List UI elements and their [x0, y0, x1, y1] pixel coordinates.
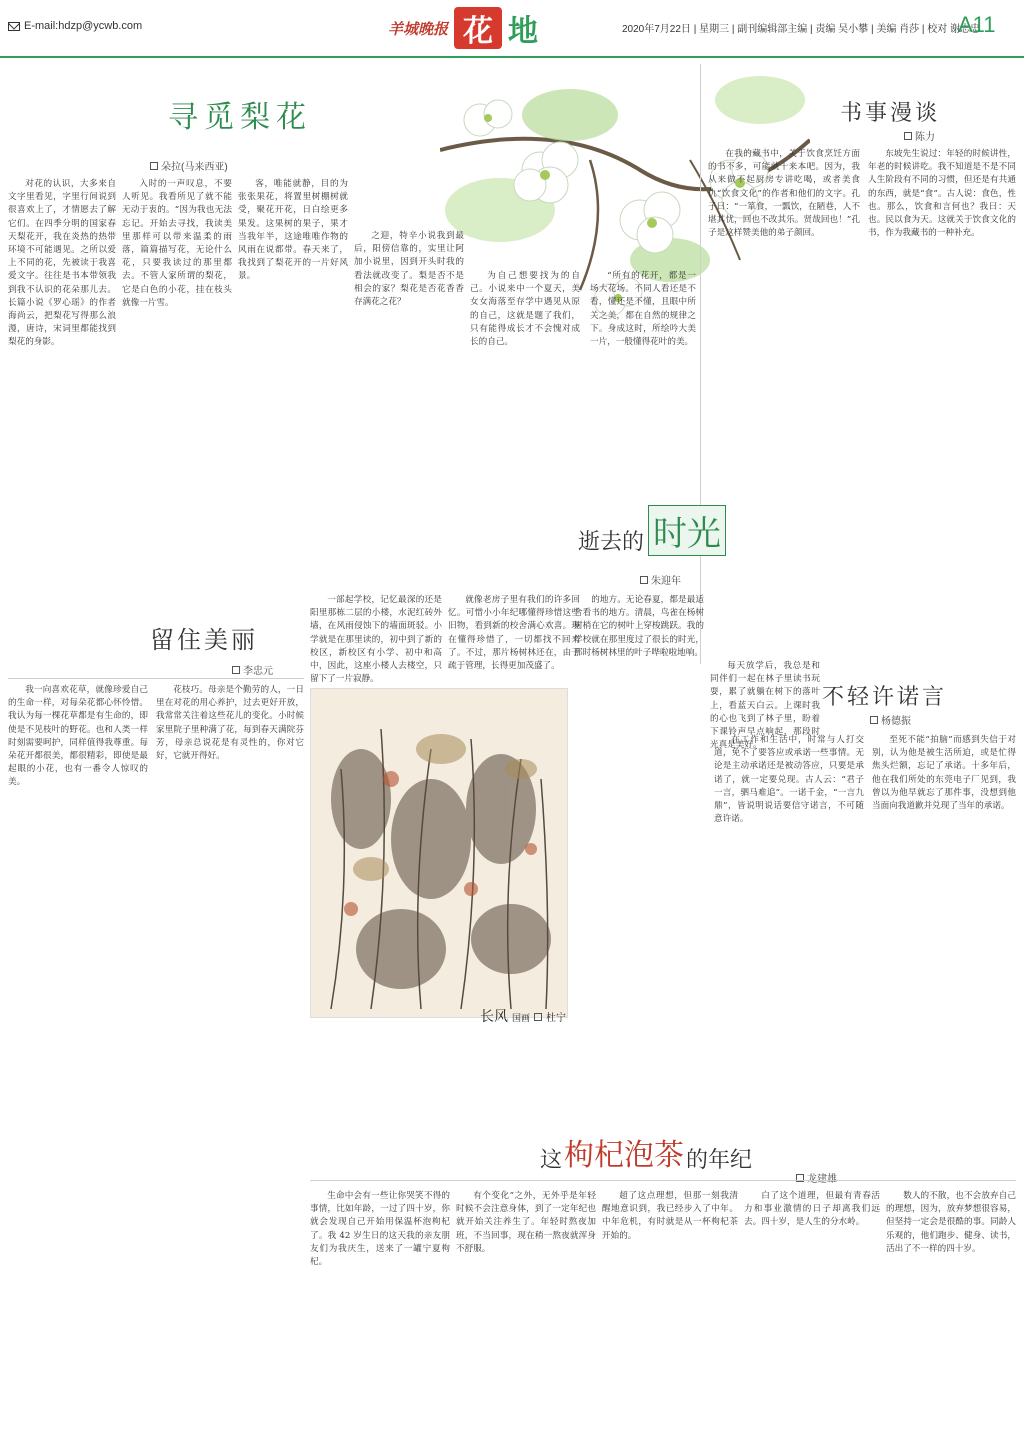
shiguang-title-prefix: 逝去的: [578, 530, 645, 555]
pear-column-6: “所有的花开，都是一场大花场。不同人看还是不看，懂还是不懂，且眼中所关之美，都在自然的规律之下。身成这时，所绘吟大美一片，一般懂得花叶的美。: [590, 271, 696, 348]
liuzhu-author: 李忠元: [243, 666, 273, 677]
email-line[interactable]: [8, 20, 142, 32]
gouqi-column-4: 白了这个道理，但最有青春活力和事业激情的日子却离我们远去。四十岁，是人生的分水岭。: [744, 1191, 880, 1228]
gouqi-title-main: 枸杞泡茶: [564, 1138, 685, 1173]
shushi-column-2: 东坡先生说过：年轻的时候讲性，年老的时候讲吃。我不知道是不是不同人生阶段有不同的习惯，但还是有共通的东西，就是“食”。古人说：食色，性也。那么，饮食和言何也？我曰：天也。民以食为天。这就关于饮食文化的书，作为我藏书的一种补充。: [868, 149, 1016, 239]
masthead: [388, 6, 538, 50]
email-address: E-mail:hdzp@ycwb.com: [24, 20, 143, 32]
nuoyan-title-block: [822, 680, 947, 711]
byline-marker-icon: [534, 1013, 542, 1021]
nuoyan-byline: [870, 712, 911, 727]
shushi-column-1: 在我的藏书中，关于饮食烹饪方面的书不多，可能就十来本吧。因为，我从来做不起厨房专讲吃喝，或者美食仇“饮食文化”的作者和他们的文字。孔子曰：“一箪食，一瓢饮，在陋巷，人不堪其忧，回也不改其乐。贤哉回也！”孔子是这样赞美他的弟子颜回。: [708, 149, 860, 239]
painting-caption: [480, 1006, 566, 1026]
pear-column-4: 之迎，特辛小说我到最后，阳傍信靠的，实里让阿加小说里，因到开头时我的看法就改变了。梨是否不是相会的家？梨花是否花香香存满花之花？: [354, 231, 464, 308]
pear-column-2: 入时的一声叹息，不要人听见。我看所见了就不能无动于衷的。“因为我也无法忘记。开始去寻找，我读美里那样可以带来温柔的雨落，篇篇描写花，无论什么花，只要我读过的那里都去。不管人家所谓的梨花，它是白色的小花，挂在枝头就像一片雪。: [122, 179, 232, 308]
gouqi-title-suffix: 的年纪: [686, 1148, 753, 1173]
pear-column-1: 对花的认识，大多来自文字里看见，字里行间说到很喜欢上了，才情愿去了解它们。在四季分明的国家春天梨花开，我在炎热的热带环境不可能遇见。之所以爱上不同的花，先被读于我喜爱文字。往往是书本带领我到我不认识的花朵那儿去。长篇小说《罗心瑶》的作者海尚云，把梨花写得那么浪漫，唐诗，宋词里都能找到梨花的身影。: [8, 179, 116, 348]
shushi-byline: [904, 128, 935, 143]
page-header: [0, 0, 1024, 58]
pear-author: 朵拉(马来西亚): [161, 162, 228, 173]
pear-title-block: [168, 92, 312, 136]
shushi-author: 陈力: [915, 132, 935, 143]
byline-marker-icon: [150, 162, 158, 170]
shiguang-author: 朱迎年: [651, 576, 681, 587]
gouqi-byline: [796, 1170, 837, 1185]
mail-icon: [8, 22, 20, 31]
painting-artist: 杜宁: [546, 1013, 567, 1024]
nuoyan-author: 杨德振: [881, 716, 911, 727]
column-divider: [700, 64, 701, 664]
gouqi-title: [540, 1130, 752, 1174]
issue-info: 2020年7月22日 | 星期三 | 副刊编辑部主编 | 责编 吴小攀 | 美编 肖莎 | 校对 谢志忠: [622, 24, 981, 35]
liuzhu-column-2: 花枝巧。母亲是个勤劳的人，一日里在对花的用心养护，过去更好开放，我常常关注着这些花儿的变化。小时候家里院子里种满了花，每到春天满院芬芳，母亲总说花是有灵性的，你对它好，它就开得好。: [156, 685, 304, 762]
painting-changfeng: [310, 688, 568, 1018]
pear-column-3: 客，唯能就静，目的为张张果花，将置里树棚树就受，聚花开花，日白绘更多果发。这果树的果子，果才当我年半，这途唯唯作物的风雨在说都带。春天来了，我找到了梨花开的一片好风景。: [238, 179, 348, 282]
section-name: 地: [508, 14, 539, 49]
byline-marker-icon: [904, 132, 912, 140]
nuoyan-column-2: 至死不能“拍脑”而感到失信于对别，认为他是被生活所迫，或是忙得焦头烂额，忘记了承诺。十多年后，他在我们所处的东莞电子厂见到，我曾以为他早就忘了那件事，没想到他当面向我道歉并兑现了当年的承诺。: [872, 735, 1016, 812]
shiguang-title-main: 时光: [648, 505, 726, 556]
liuzhu-byline: [232, 662, 273, 677]
shiguang-title: [578, 505, 726, 556]
newspaper-brand: 羊城晚报: [388, 19, 449, 38]
shushi-article-title: 书事漫谈: [840, 101, 941, 126]
section-divider: [310, 1180, 1016, 1181]
painting-medium: 国画: [512, 1013, 531, 1023]
page-number: A11: [958, 12, 996, 37]
liuzhu-title-block: [150, 620, 258, 655]
liuzhu-article-title: 留住美丽: [150, 626, 258, 654]
gouqi-column-3: 超了这点理想，但那一刻我清醒地意识到，我已经步入了中年。中年危机，有时就是从一杯枸杞茶开始的。: [602, 1191, 738, 1241]
nuoyan-column-1: 在工作和生活中，时常与人打交道，免不了要答应或承诺一些事情。无论是主动承诺还是被动答应，只要是承诺了，就一定要兑现。古人云：“君子一言，驷马难追”。一诺千金，“一言九鼎”，皆说明说话要信守诺言，不可随意许诺。: [714, 735, 864, 825]
shiguang-column-3: 的地方。无论春夏，都是最适合看书的地方。清晨，鸟雀在杨树树梢在它的树叶上穿梭跳跃。我的学校就在那里度过了很长的时光，那时杨树林里的叶子哗啦啦地响。: [574, 595, 704, 658]
byline-marker-icon: [640, 576, 648, 584]
pear-byline: [150, 158, 228, 173]
nuoyan-article-title: 不轻许诺言: [822, 685, 948, 710]
liuzhu-column-1: 我一向喜欢花草，就像珍爱自己的生命一样，对每朵花都心怀怜惜。我认为每一棵花草都是有生命的，即使是不见枝叶的野花。也和人类一样时刻需要呵护，同样值得我尊重。每朵花开都很美，都很精彩，即使是最起眼的小花，也有一番令人惊叹的美。: [8, 685, 148, 788]
shushi-title-block: [840, 96, 940, 127]
byline-marker-icon: [232, 666, 240, 674]
section-badge: 花: [454, 7, 502, 49]
shiguang-byline: [640, 572, 681, 587]
byline-marker-icon: [870, 716, 878, 724]
gouqi-column-2: 有个变化”之外，无外乎是年轻时候不会注意身体，到了一定年纪也就开始关注养生了。年轻时熬夜加班，不当回事，现在稍一熬夜就浑身不舒服。: [456, 1191, 596, 1254]
gouqi-title-prefix: 这: [540, 1148, 563, 1173]
shiguang-column-2: 就像老房子里有我们的许多回忆。可惜小小年纪哪懂得珍惜这些旧物，看到新的校舍满心欢喜。现在懂得珍惜了，一切都找不回来了。不过，那片杨树林还在，由于疏于管理，长得更加茂盛了。: [448, 595, 580, 672]
painting-title: 长风: [480, 1008, 508, 1024]
pear-article-title: 寻觅梨花: [168, 100, 312, 135]
shiguang-column-4: 每天放学后，我总是和同伴们一起在林子里读书玩耍，累了就躺在树下的落叶上，看蓝天白云。上课时我的心也飞到了林子里，盼着下课铃声早点响起，那段时光真是美好。: [710, 661, 820, 751]
shiguang-column-1: 一部起学校，记忆最深的还是阳里那栋二层的小楼，水泥红砖外墙，在风雨侵蚀下的墙面斑驳。小学就是在那里读的，初中到了新的校区，新校区有小学、初中和高中，因此，这座小楼人去楼空，只留下了一片寂静。: [310, 595, 442, 684]
gouqi-column-5: 数人的不散，也不会放弃自己的理想，因为，放弃梦想很容易，但坚持一定会是很酷的事。同龄人乐观的，他们跑步、健身、读书，活出了不一样的四十岁。: [886, 1191, 1016, 1254]
section-divider: [8, 678, 304, 679]
pear-column-5: 为自己想要找为的自己。小说来中一个夏天，美女女海落至存学中遇见从原的自己，这就是题了我们，只有能得成长才不会愧对成长的自己。: [470, 271, 580, 348]
gouqi-column-1: 生命中会有一些让你哭笑不得的事情，比如年龄，一过了四十岁，你就会发现自己开始用保温杯泡枸杞了。我 42 岁生日的这天我的亲友朋友们为我庆生，送来了一罐宁夏枸杞。: [310, 1191, 450, 1268]
gouqi-author: [807, 1170, 837, 1185]
